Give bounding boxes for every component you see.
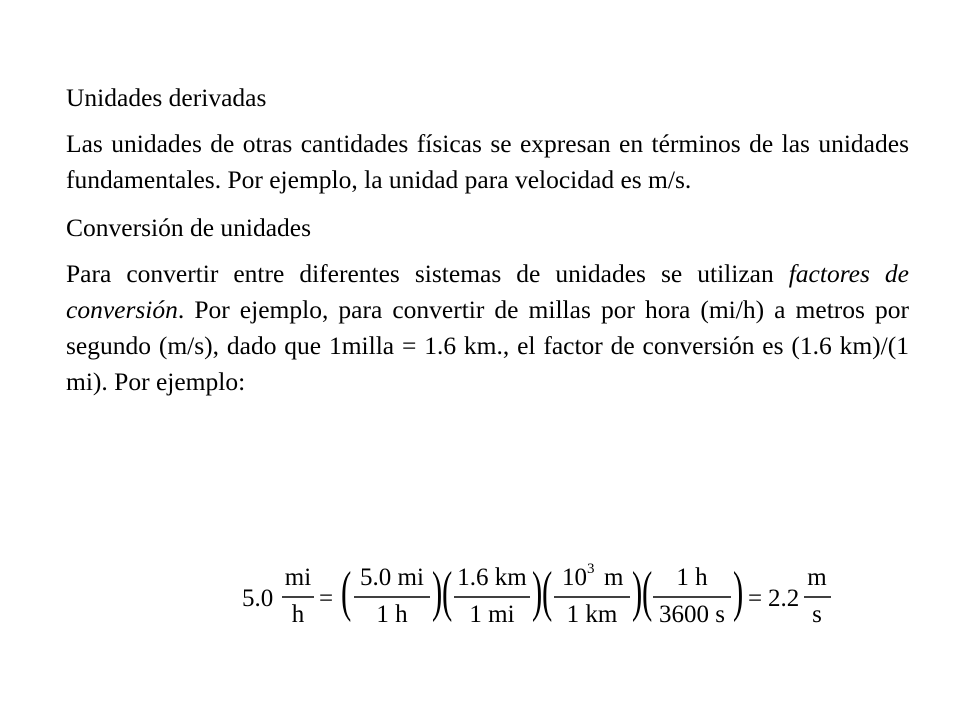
eq-f2-left-paren: ( bbox=[442, 560, 453, 623]
eq-f3-numerator-base: 10 bbox=[562, 564, 587, 591]
slide-content bbox=[66, 80, 909, 410]
eq-f4-left-paren: ( bbox=[642, 560, 653, 623]
eq-lhs-coefficient: 5.0 bbox=[242, 585, 274, 612]
eq-f2-right-paren: ) bbox=[532, 560, 543, 623]
eq-f3-numerator-exponent: 3 bbox=[587, 561, 595, 577]
eq-f3-right-paren: ) bbox=[632, 560, 643, 623]
emphasis-conversion-factors: factores de conversión bbox=[66, 259, 909, 324]
eq-rhs-denominator: s bbox=[812, 601, 822, 628]
eq-f3-numerator-unit: m bbox=[604, 564, 624, 591]
paragraph-text-start: Para convertir entre diferentes sistemas de unidades se utilizan bbox=[66, 259, 789, 288]
eq-lhs-denominator: h bbox=[291, 601, 305, 628]
eq-equals-2: = bbox=[748, 585, 763, 612]
paragraph-unit-conversion bbox=[66, 256, 909, 400]
eq-f1-numerator: 5.0 mi bbox=[360, 564, 424, 591]
eq-rhs-numerator: m bbox=[807, 564, 827, 591]
eq-f4-right-paren: ) bbox=[733, 560, 744, 623]
eq-f4-numerator: 1 h bbox=[676, 564, 708, 591]
paragraph-derived-units: Las unidades de otras cantidades físicas se expresan en términos de las unidades fundamentales. Por ejemplo, la unidad para velocidad es m/s. bbox=[66, 129, 909, 194]
eq-rhs-coefficient: 2.2 bbox=[768, 585, 800, 612]
eq-f3-denominator: 1 km bbox=[566, 601, 618, 628]
eq-f1-denominator: 1 h bbox=[376, 601, 408, 628]
eq-f1-left-paren: ( bbox=[341, 560, 352, 623]
eq-lhs-numerator: mi bbox=[284, 564, 312, 591]
heading-derived-units: Unidades derivadas bbox=[66, 83, 267, 112]
conversion-equation bbox=[240, 556, 840, 636]
paragraph-text-end: . Por ejemplo, para convertir de millas por hora (mi/h) a metros por segundo (m/s), dado que 1milla = 1.6 km., el factor de conversión es (1.6 km)/(1 mi). Por ejemplo: bbox=[66, 295, 909, 396]
eq-f2-numerator: 1.6 km bbox=[457, 564, 527, 591]
eq-equals-1: = bbox=[319, 585, 334, 612]
eq-f4-denominator: 3600 s bbox=[659, 601, 725, 628]
eq-f2-denominator: 1 mi bbox=[469, 601, 515, 628]
eq-f3-left-paren: ( bbox=[542, 560, 553, 623]
eq-f1-right-paren: ) bbox=[432, 560, 443, 623]
heading-unit-conversion: Conversión de unidades bbox=[66, 213, 312, 242]
